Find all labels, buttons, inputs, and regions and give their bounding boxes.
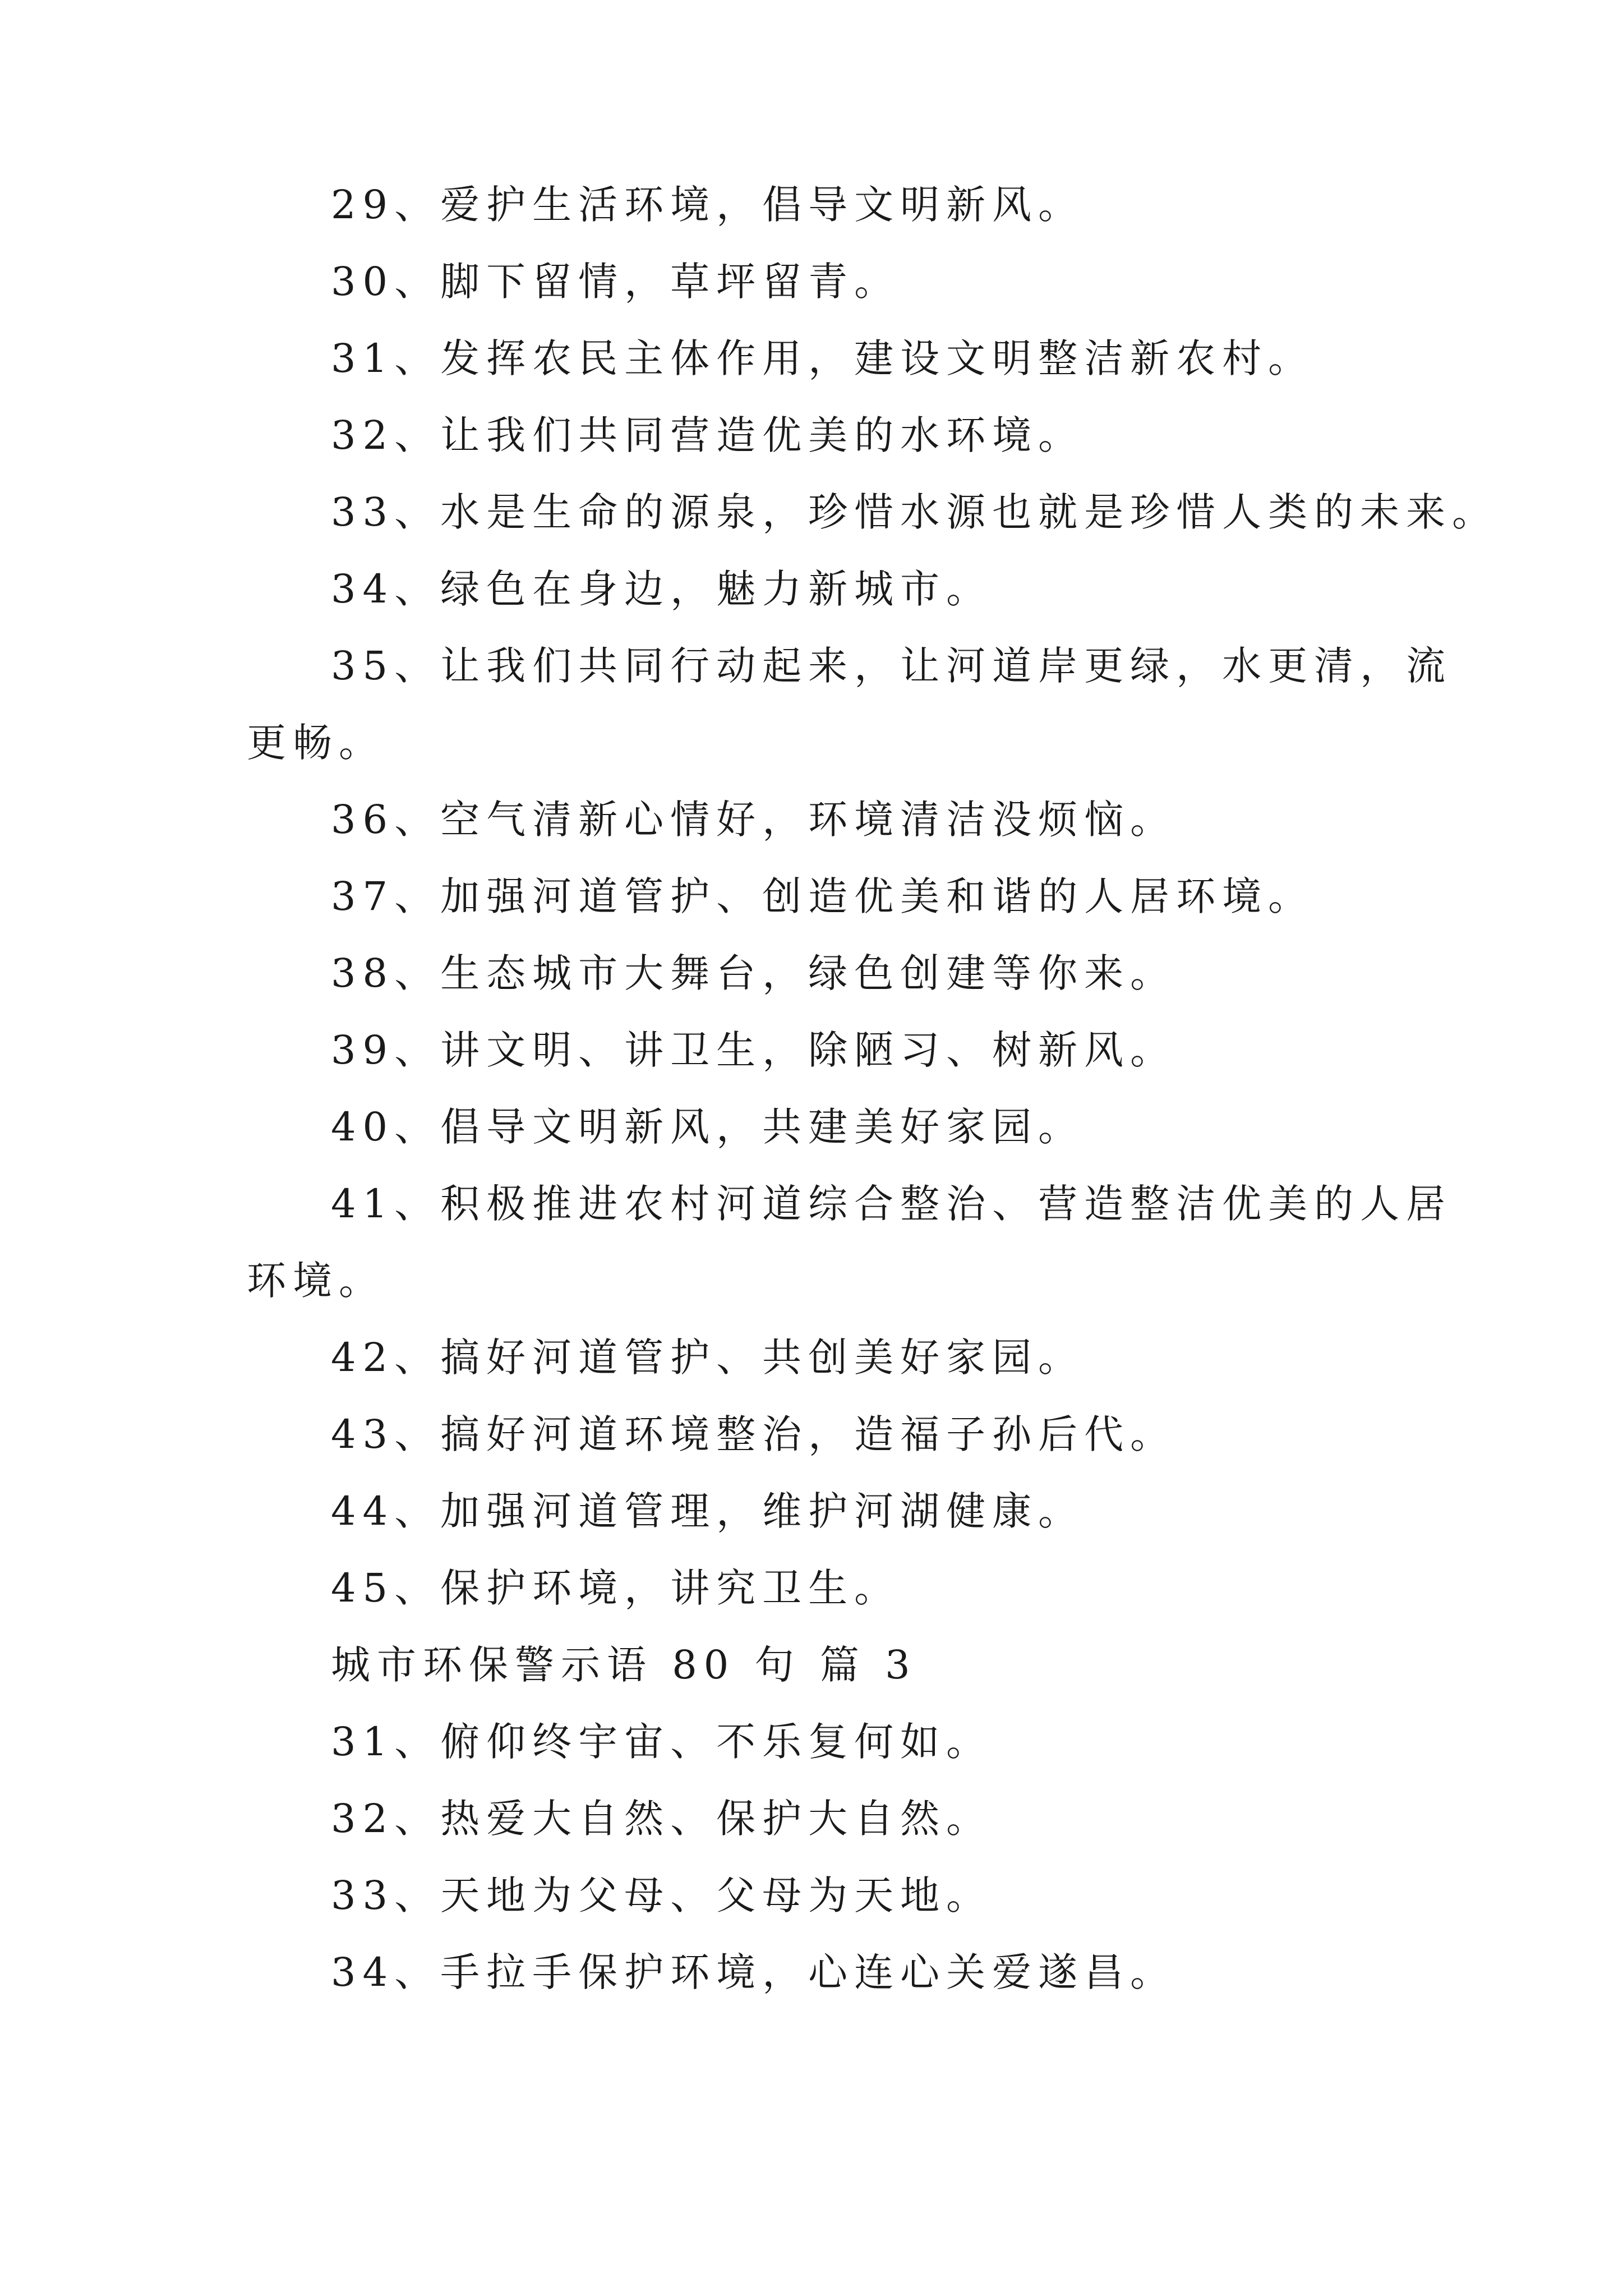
slogan-line: 40、倡导文明新风，共建美好家园。 — [331, 1104, 1085, 1150]
slogan-line: 44、加强河道管理，维护河湖健康。 — [331, 1488, 1085, 1534]
slogan-line-continuation: 环境。 — [247, 1258, 385, 1304]
slogan-line-continuation: 更畅。 — [247, 720, 385, 766]
slogan-line: 31、俯仰终宇宙、不乐复何如。 — [331, 1719, 993, 1765]
slogan-line: 41、积极推进农村河道综合整治、营造整洁优美的人居 — [331, 1181, 1453, 1227]
slogan-line: 37、加强河道管护、创造优美和谐的人居环境。 — [331, 873, 1315, 919]
section-heading: 城市环保警示语 80 句 篇 3 — [331, 1642, 917, 1688]
slogan-line: 39、讲文明、讲卫生，除陋习、树新风。 — [331, 1027, 1177, 1073]
slogan-line: 32、热爱大自然、保护大自然。 — [331, 1796, 993, 1842]
slogan-line: 38、生态城市大舞台，绿色创建等你来。 — [331, 950, 1177, 996]
slogan-line: 29、爱护生活环境，倡导文明新风。 — [331, 182, 1085, 228]
slogan-line: 43、搞好河道环境整治，造福子孙后代。 — [331, 1411, 1177, 1457]
slogan-line: 30、脚下留情，草坪留青。 — [331, 259, 901, 305]
slogan-line: 31、发挥农民主体作用，建设文明整洁新农村。 — [331, 335, 1315, 381]
slogan-line: 36、空气清新心情好，环境清洁没烦恼。 — [331, 797, 1177, 843]
slogan-line: 42、搞好河道管护、共创美好家园。 — [331, 1335, 1085, 1381]
slogan-line: 34、手拉手保护环境，心连心关爱遂昌。 — [331, 1949, 1177, 1995]
slogan-line: 34、绿色在身边，魅力新城市。 — [331, 566, 993, 612]
slogan-line: 32、让我们共同营造优美的水环境。 — [331, 412, 1085, 458]
slogan-line: 45、保护环境，讲究卫生。 — [331, 1565, 901, 1611]
slogan-line: 35、让我们共同行动起来，让河道岸更绿，水更清，流 — [331, 643, 1453, 689]
slogan-line: 33、水是生命的源泉，珍惜水源也就是珍惜人类的未来。 — [331, 489, 1498, 535]
slogan-line: 33、天地为父母、父母为天地。 — [331, 1872, 993, 1918]
